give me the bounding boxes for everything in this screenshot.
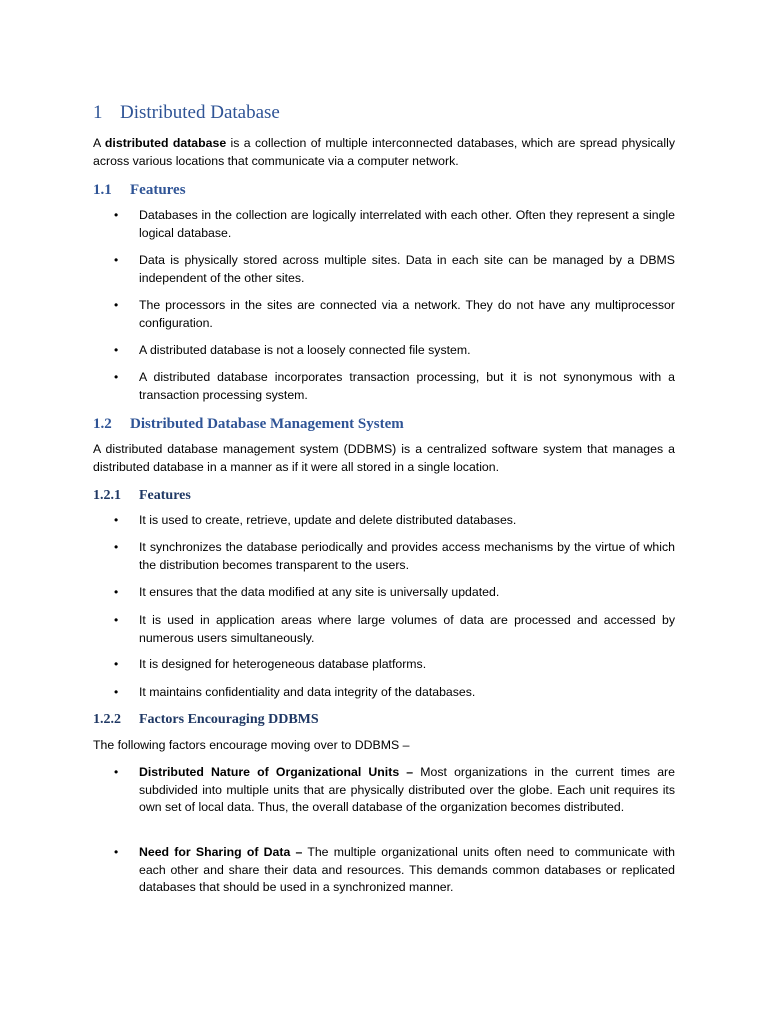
- heading-title: Features: [139, 488, 191, 503]
- intro-lead: A: [93, 136, 105, 150]
- factors-intro: The following factors encourage moving over to DDBMS –: [93, 738, 410, 752]
- list-item-text: Data is physically stored across multiple sites. Data in each site can be managed by a DBMS independent of the other sites.: [139, 253, 675, 285]
- bullet-icon: •: [114, 613, 119, 627]
- list-item-text: The processors in the sites are connected via a network. They do not have any multiprocessor configuration.: [139, 298, 675, 330]
- heading-1-2-1: [93, 487, 191, 505]
- bullet-icon: •: [114, 370, 119, 384]
- list-item-text: A distributed database is not a loosely connected file system.: [139, 343, 471, 357]
- heading-1-1: [93, 180, 186, 200]
- bullet-icon: •: [114, 253, 119, 267]
- bullet-icon: •: [114, 585, 119, 599]
- bullet-icon: •: [114, 298, 119, 312]
- heading-1: [93, 101, 280, 125]
- intro-rest: is a collection of multiple interconnected databases, which are spread physically across various locations that communicate via a computer network.: [93, 136, 675, 168]
- factor-term: Need for Sharing of Data –: [139, 845, 303, 859]
- bullet-icon: •: [114, 343, 119, 357]
- factor-description: Most organizations in the current times are subdivided into multiple units that are physically distributed over the globe. Each unit requires its own set of local data. Thus, the overall database of the organization becomes distributed.: [139, 765, 675, 814]
- heading-title: Distributed Database: [120, 102, 280, 123]
- intro-paragraph: [93, 135, 675, 170]
- bullet-icon: •: [114, 513, 119, 527]
- heading-1-2-2: [93, 711, 319, 729]
- list-item-text: It maintains confidentiality and data integrity of the databases.: [139, 685, 476, 699]
- bullet-icon: •: [114, 845, 119, 859]
- list-item-text: A distributed database incorporates transaction processing, but it is not synonymous with a transaction processing system.: [139, 370, 675, 402]
- heading-number: 1: [93, 102, 103, 123]
- factor-term: Distributed Nature of Organizational Units –: [139, 765, 414, 779]
- heading-title: Distributed Database Management System: [130, 416, 404, 432]
- heading-title: Features: [130, 182, 186, 198]
- heading-number: 1.2.1: [93, 488, 121, 503]
- heading-number: 1.2: [93, 416, 112, 432]
- bullet-icon: •: [114, 765, 119, 779]
- bullet-icon: •: [114, 540, 119, 554]
- list-item-text: It synchronizes the database periodically and provides access mechanisms by the virtue of which the distribution becomes transparent to the users.: [139, 540, 675, 572]
- list-item-text: It ensures that the data modified at any site is universally updated.: [139, 585, 500, 599]
- heading-title: Factors Encouraging DDBMS: [139, 712, 319, 727]
- list-item-text: [139, 764, 675, 817]
- intro-bold-term: distributed database: [104, 136, 227, 150]
- list-item-text: It is used to create, retrieve, update and delete distributed databases.: [139, 513, 517, 527]
- bullet-icon: •: [114, 685, 119, 699]
- bullet-icon: •: [114, 657, 119, 671]
- bullet-icon: •: [114, 208, 119, 222]
- list-item-text: It is used in application areas where large volumes of data are processed and accessed by numerous users simultaneously.: [139, 613, 675, 645]
- list-item-text: It is designed for heterogeneous database platforms.: [139, 657, 427, 671]
- heading-1-2: [93, 414, 404, 434]
- ddbms-paragraph: A distributed database management system (DDBMS) is a centralized software system that manages a distributed database in a manner as if it were all stored in a single location.: [93, 442, 675, 474]
- list-item-text: [139, 844, 675, 897]
- factor-description: The multiple organizational units often need to communicate with each other and share their data and resources. This demands common databases or replicated databases that should be used in a synchronized manner.: [139, 845, 675, 894]
- heading-number: 1.2.2: [93, 712, 121, 727]
- list-item-text: Databases in the collection are logically interrelated with each other. Often they represent a single logical database.: [139, 208, 675, 240]
- heading-number: 1.1: [93, 182, 112, 198]
